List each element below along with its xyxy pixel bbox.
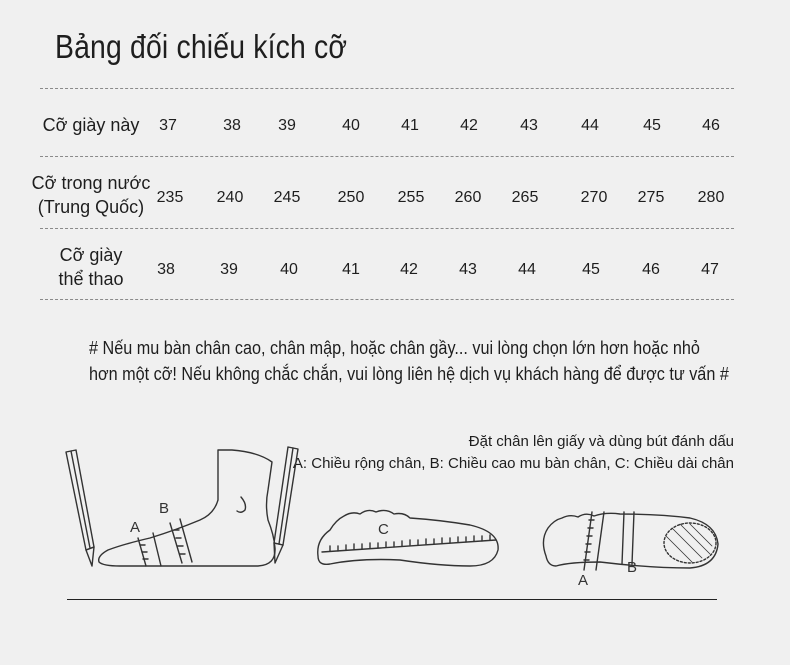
size-cell: 235	[156, 189, 184, 206]
size-cell: 40	[342, 117, 360, 134]
size-cell: 44	[581, 117, 599, 134]
size-cell: 44	[518, 261, 536, 278]
size-cell: 41	[342, 261, 360, 278]
measure-instruction-line-2: A: Chiều rộng chân, B: Chiều cao mu bàn chân, C: Chiều dài chân	[292, 455, 734, 472]
size-cell: 46	[642, 261, 660, 278]
pencil-icon	[274, 447, 298, 563]
size-cell: 42	[400, 261, 418, 278]
pencil-icon	[66, 450, 94, 566]
size-cell: 265	[511, 189, 539, 206]
size-cell: 255	[397, 189, 425, 206]
size-cell: 245	[273, 189, 301, 206]
page-title: Bảng đối chiếu kích cỡ	[55, 28, 348, 65]
size-cell: 45	[643, 117, 661, 134]
size-cell: 47	[701, 261, 719, 278]
label-b-sole: B	[627, 559, 638, 576]
size-cell: 46	[702, 117, 720, 134]
sizing-note-line-1: # Nếu mu bàn chân cao, chân mập, hoặc chân gầy... vui lòng chọn lớn hơn hoặc nhỏ	[89, 338, 700, 358]
row-label-this-size: Cỡ giày này	[42, 115, 140, 135]
size-cell: 41	[401, 117, 419, 134]
size-cell: 43	[459, 261, 477, 278]
ground-line	[67, 599, 717, 600]
size-cell: 42	[460, 117, 478, 134]
size-cell: 280	[697, 189, 725, 206]
label-b: B	[159, 500, 170, 517]
size-cell: 250	[337, 189, 365, 206]
foot-sole-length-icon	[318, 510, 498, 566]
size-cell: 43	[520, 117, 538, 134]
label-a: A	[130, 519, 141, 536]
size-cell: 38	[223, 117, 241, 134]
row-label-sport-size: Cỡ giày thể thao	[58, 245, 124, 289]
label-a-sole: A	[578, 572, 589, 589]
size-cell: 39	[278, 117, 296, 134]
size-cell: 39	[220, 261, 238, 278]
size-cell: 37	[159, 117, 177, 134]
row-label-domestic-size: Cỡ trong nước (Trung Quốc)	[31, 173, 151, 217]
measure-instruction-line-1: Đặt chân lên giấy và dùng bút đánh dấu	[468, 433, 734, 450]
size-cell: 260	[454, 189, 482, 206]
label-c: C	[378, 521, 389, 538]
side-foot-icon	[99, 450, 275, 566]
sizing-note-line-2: hơn một cỡ! Nếu không chắc chắn, vui lòng liên hệ dịch vụ khách hàng để được tư vấn #	[89, 364, 729, 384]
size-cell: 275	[637, 189, 665, 206]
size-cell: 38	[157, 261, 175, 278]
size-cell: 270	[580, 189, 608, 206]
size-cell: 240	[216, 189, 244, 206]
size-cell: 45	[582, 261, 600, 278]
size-cell: 40	[280, 261, 298, 278]
